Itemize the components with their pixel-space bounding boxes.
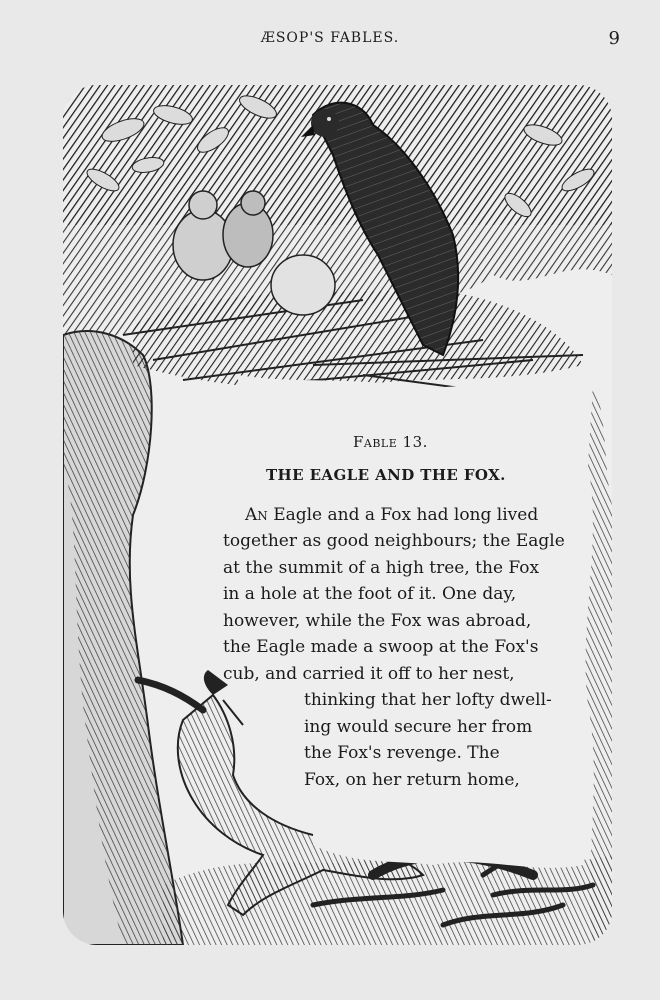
text-line-2: together as good neighbours; the Eagle xyxy=(223,531,565,551)
text-line: Eagle and a Fox had long lived xyxy=(273,505,539,525)
text-line-8: thinking that her lofty dwell- xyxy=(304,690,552,710)
text-line-11: Fox, on her return home, xyxy=(304,770,520,790)
running-head: ÆSOP'S FABLES. xyxy=(260,30,400,46)
text-line-3: at the summit of a high tree, the Fox xyxy=(223,558,540,578)
text-line-1 xyxy=(245,505,538,525)
fable-number: Fable 13. xyxy=(353,433,428,451)
dropcap-word: An xyxy=(245,505,268,525)
fable-text-block xyxy=(63,85,612,945)
text-line-6: the Eagle made a swoop at the Fox's xyxy=(223,637,539,657)
illustration-frame xyxy=(63,85,612,945)
text-line-10: the Fox's revenge. The xyxy=(304,743,500,763)
text-line-9: ing would secure her from xyxy=(304,717,533,737)
text-line-4: in a hole at the foot of it. One day, xyxy=(223,584,517,604)
fable-title: THE EAGLE AND THE FOX. xyxy=(266,466,506,484)
page-number: 9 xyxy=(608,28,620,49)
text-line-7: cub, and carried it off to her nest, xyxy=(223,664,515,684)
text-line-5: however, while the Fox was abroad, xyxy=(223,611,532,631)
